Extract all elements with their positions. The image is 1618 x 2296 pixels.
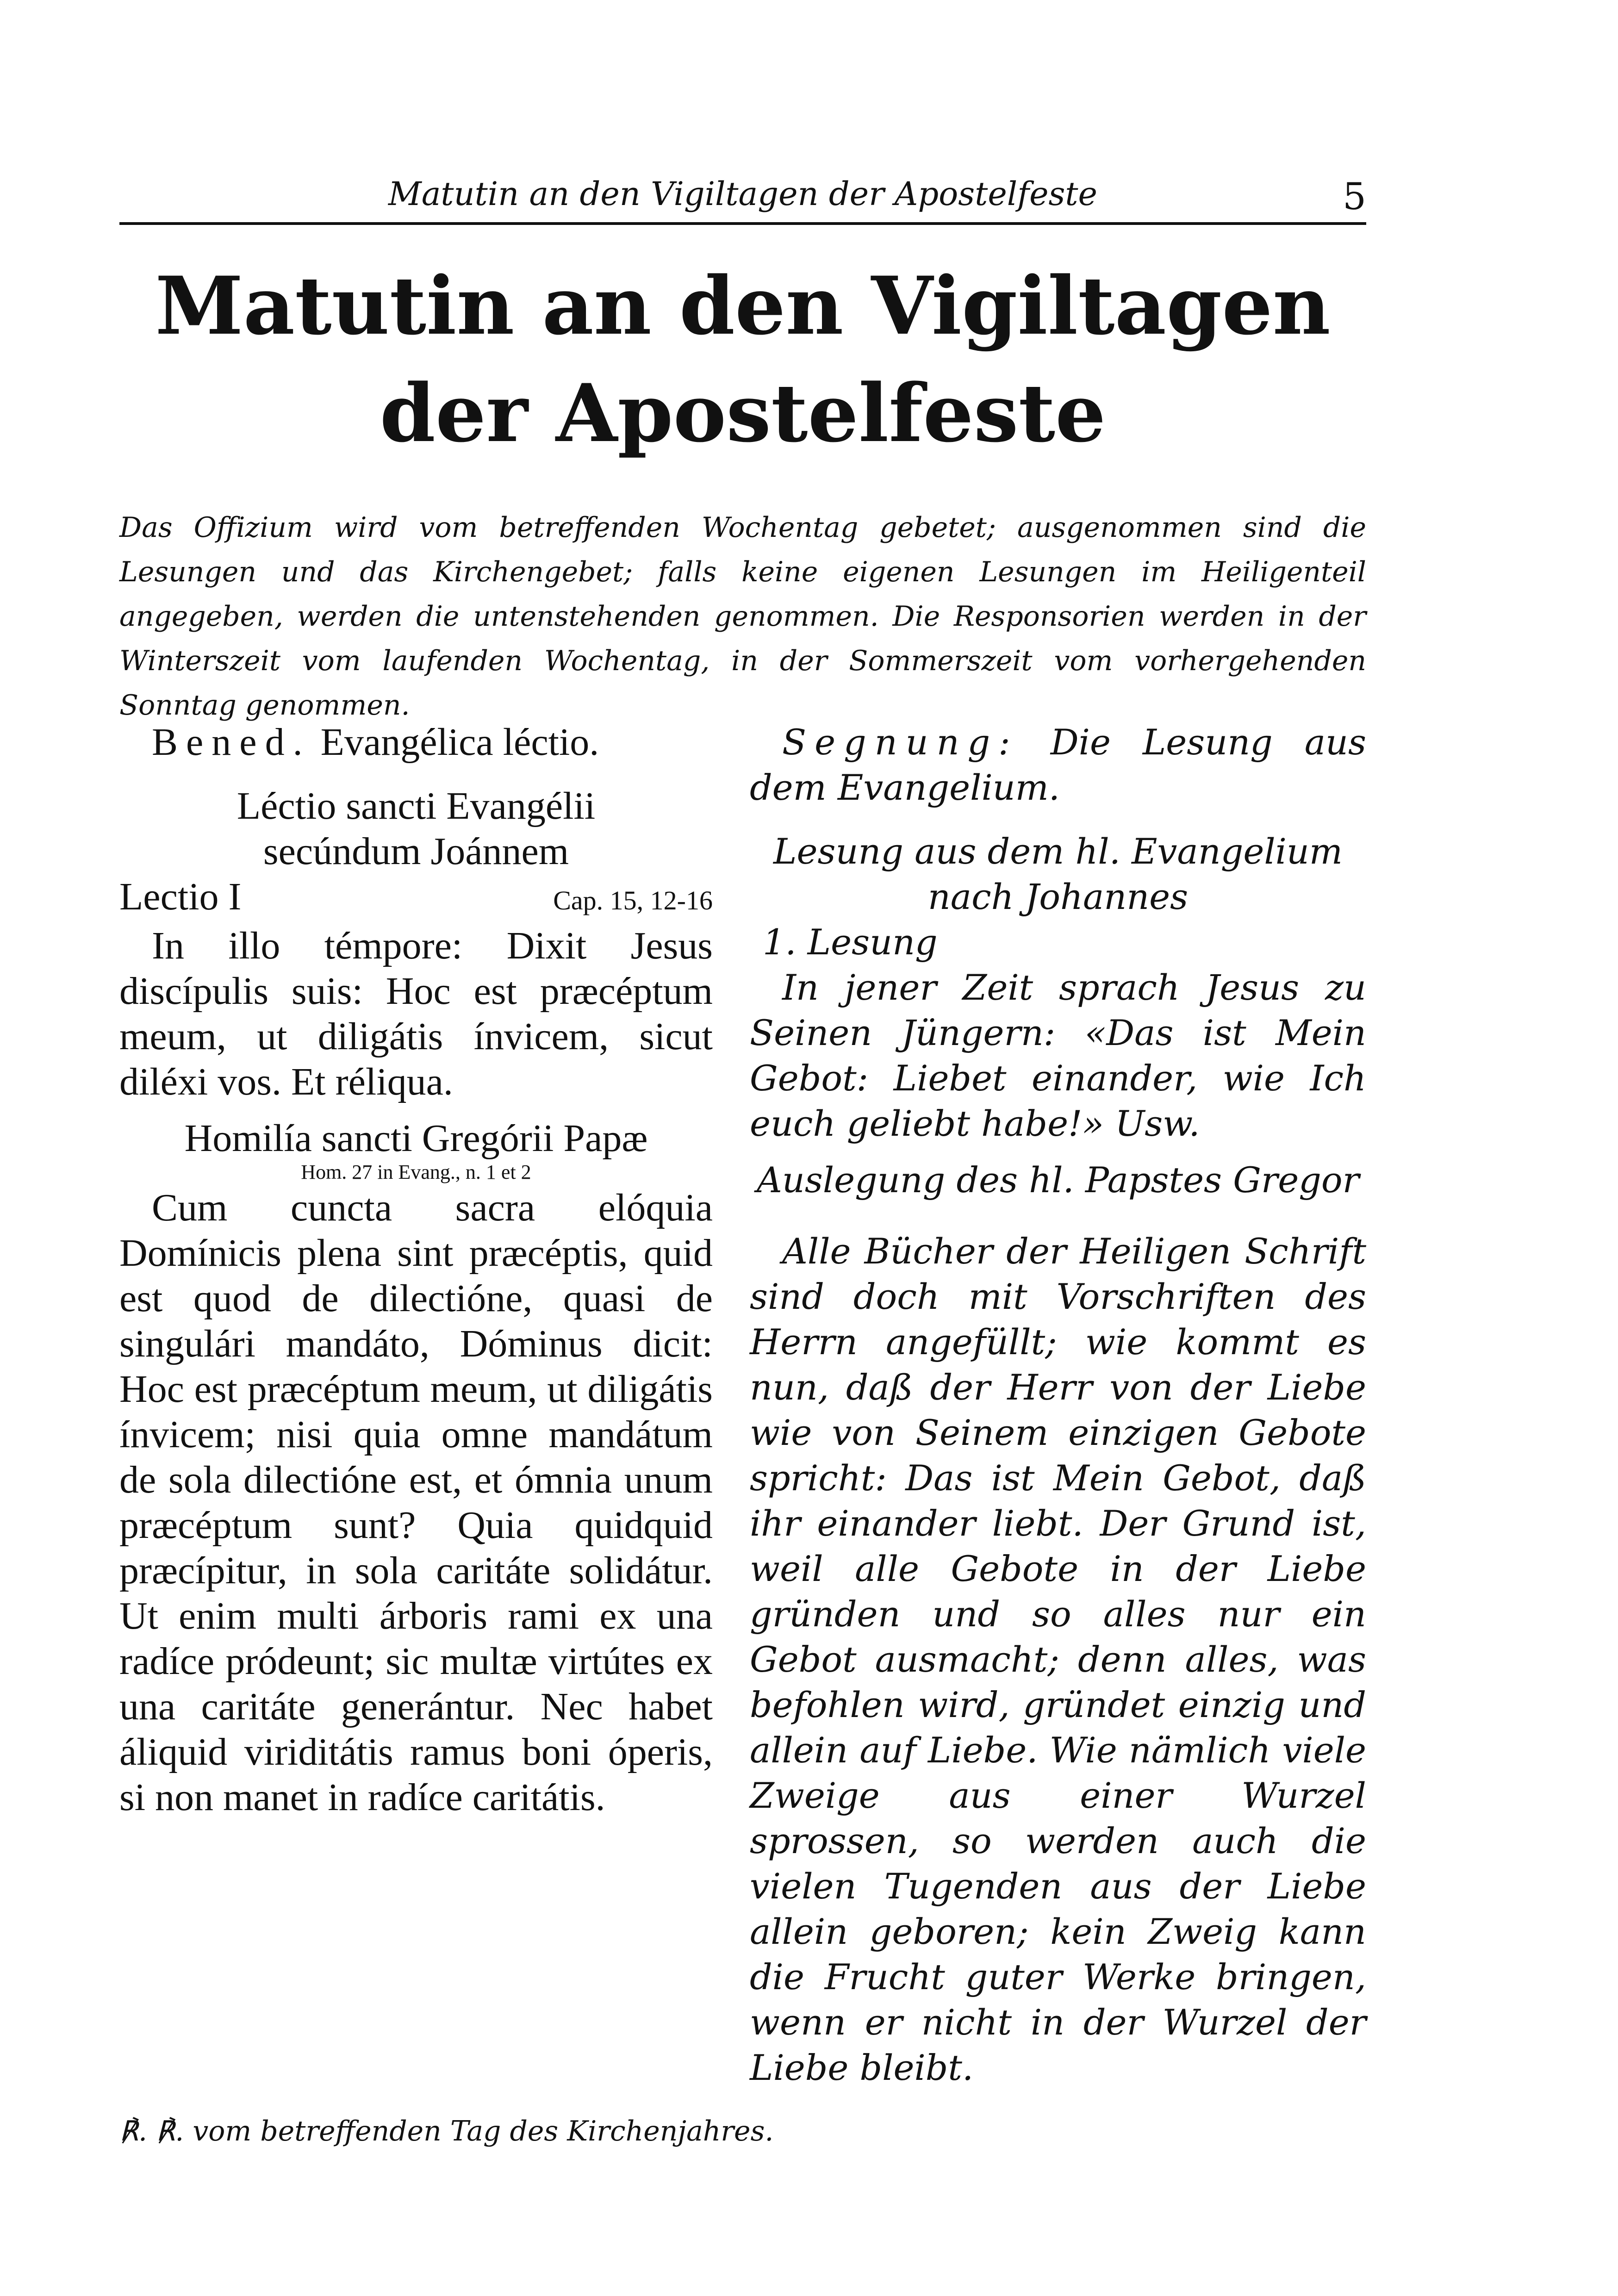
latin-benediction-text: Evangélica léctio. <box>320 721 599 764</box>
german-column <box>750 720 1366 2091</box>
running-header <box>119 171 1366 225</box>
intro-rubric: Das Offizium wird vom betreffenden Wochentag gebetet; ausgenommen sind die Lesungen und das Kirchengebet; falls keine eigenen Lesungen im Heiligenteil angegeben, werden die untenstehenden genommen. Die Responsorien werden in der Winterszeit vom laufenden Wochentag, in der Sommerszeit vom vorhergehenden Sonntag genommen. <box>119 511 1366 722</box>
page-title <box>119 252 1366 467</box>
page-number: 5 <box>1343 175 1366 218</box>
german-homily-title: Auslegung des hl. Papstes Gregor <box>757 1159 1359 1201</box>
latin-homily-text: Cum cuncta sacra elóquia Domínicis plena sint præcéptis, quid est quod de dilectióne, quasi de singulári mandáto, Dóminus dicit: Hoc est præcéptum meum, ut diligátis ínvicem; nisi quia omne mandátum de sola dilectióne est, et ómnia unum præcéptum sunt? Quia quidquid præcípitur, in sola caritáte solidátur. Ut enim multi árboris rami ex una radíce pródeunt; sic multæ virtútes ex una caritáte generántur. Nec habet áliquid viriditátis ramus boni óperis, si non manet in radíce caritátis. <box>119 1186 713 1819</box>
footer-note: ℟. ℟. vom betreffenden Tag des Kirchenjahres. <box>119 2115 774 2147</box>
german-lesung-title-2: nach Johannes <box>927 876 1189 917</box>
latin-gospel-text: In illo témpore: Dixit Jesus discípulis suis: Hoc est præcéptum meum, ut diligátis ínvicem, sicut diléxi vos. Et réliqua. <box>119 924 713 1103</box>
latin-benediction <box>119 720 713 765</box>
german-lesung-title-1: Lesung aus dem hl. Evangelium <box>773 831 1343 872</box>
latin-lectio-heading <box>119 874 713 923</box>
latin-homily-title: Homilía sancti Gregórii Papæ <box>184 1117 648 1160</box>
page-title-line-1: Matutin an den Vigiltagen <box>155 259 1331 353</box>
latin-lectio-title-1: Léctio sancti Evangélii <box>236 784 596 828</box>
german-benediction-label: Segnung: <box>782 722 1019 763</box>
german-benediction <box>750 720 1366 810</box>
page-title-line-2: der Apostelfeste <box>380 366 1106 460</box>
german-benediction-text: Die Lesung aus dem Evangelium. <box>750 722 1366 808</box>
german-lesung-number: 1. Lesung <box>763 921 938 963</box>
german-gospel-text: In jener Zeit sprach Jesus zu Seinen Jüngern: «Das ist Mein Gebot: Liebet einander, wie Ich euch geliebt habe!» Usw. <box>750 967 1366 1144</box>
latin-lectio-number: Lectio I <box>119 875 242 918</box>
running-title: Matutin an den Vigiltagen der Apostelfeste <box>388 175 1097 213</box>
latin-column <box>119 720 713 1820</box>
latin-lectio-title-2: secúndum Joánnem <box>263 830 569 873</box>
latin-homily-ref: Hom. 27 in Evang., n. 1 et 2 <box>301 1161 531 1183</box>
latin-chapter-ref: Cap. 15, 12-16 <box>553 885 713 915</box>
latin-benediction-label: Bened. <box>152 721 311 764</box>
german-homily-text: Alle Bücher der Heiligen Schrift sind doch mit Vorschriften des Herrn angefüllt; wie kommt es nun, daß der Herr von der Liebe wie von Seinem einzigen Gebote spricht: Das ist Mein Gebot, daß ihr einander liebt. Der Grund ist, weil alle Gebote in der Liebe gründen und so alles nur ein Gebot ausmacht; denn alles, was befohlen wird, gründet einzig und allein auf Liebe. Wie nämlich viele Zweige aus einer Wurzel sprossen, so werden auch die vielen Tugenden aus der Liebe allein geboren; kein Zweig kann die Frucht guter Werke bringen, wenn er nicht in der Wurzel der Liebe bleibt. <box>750 1231 1366 2088</box>
